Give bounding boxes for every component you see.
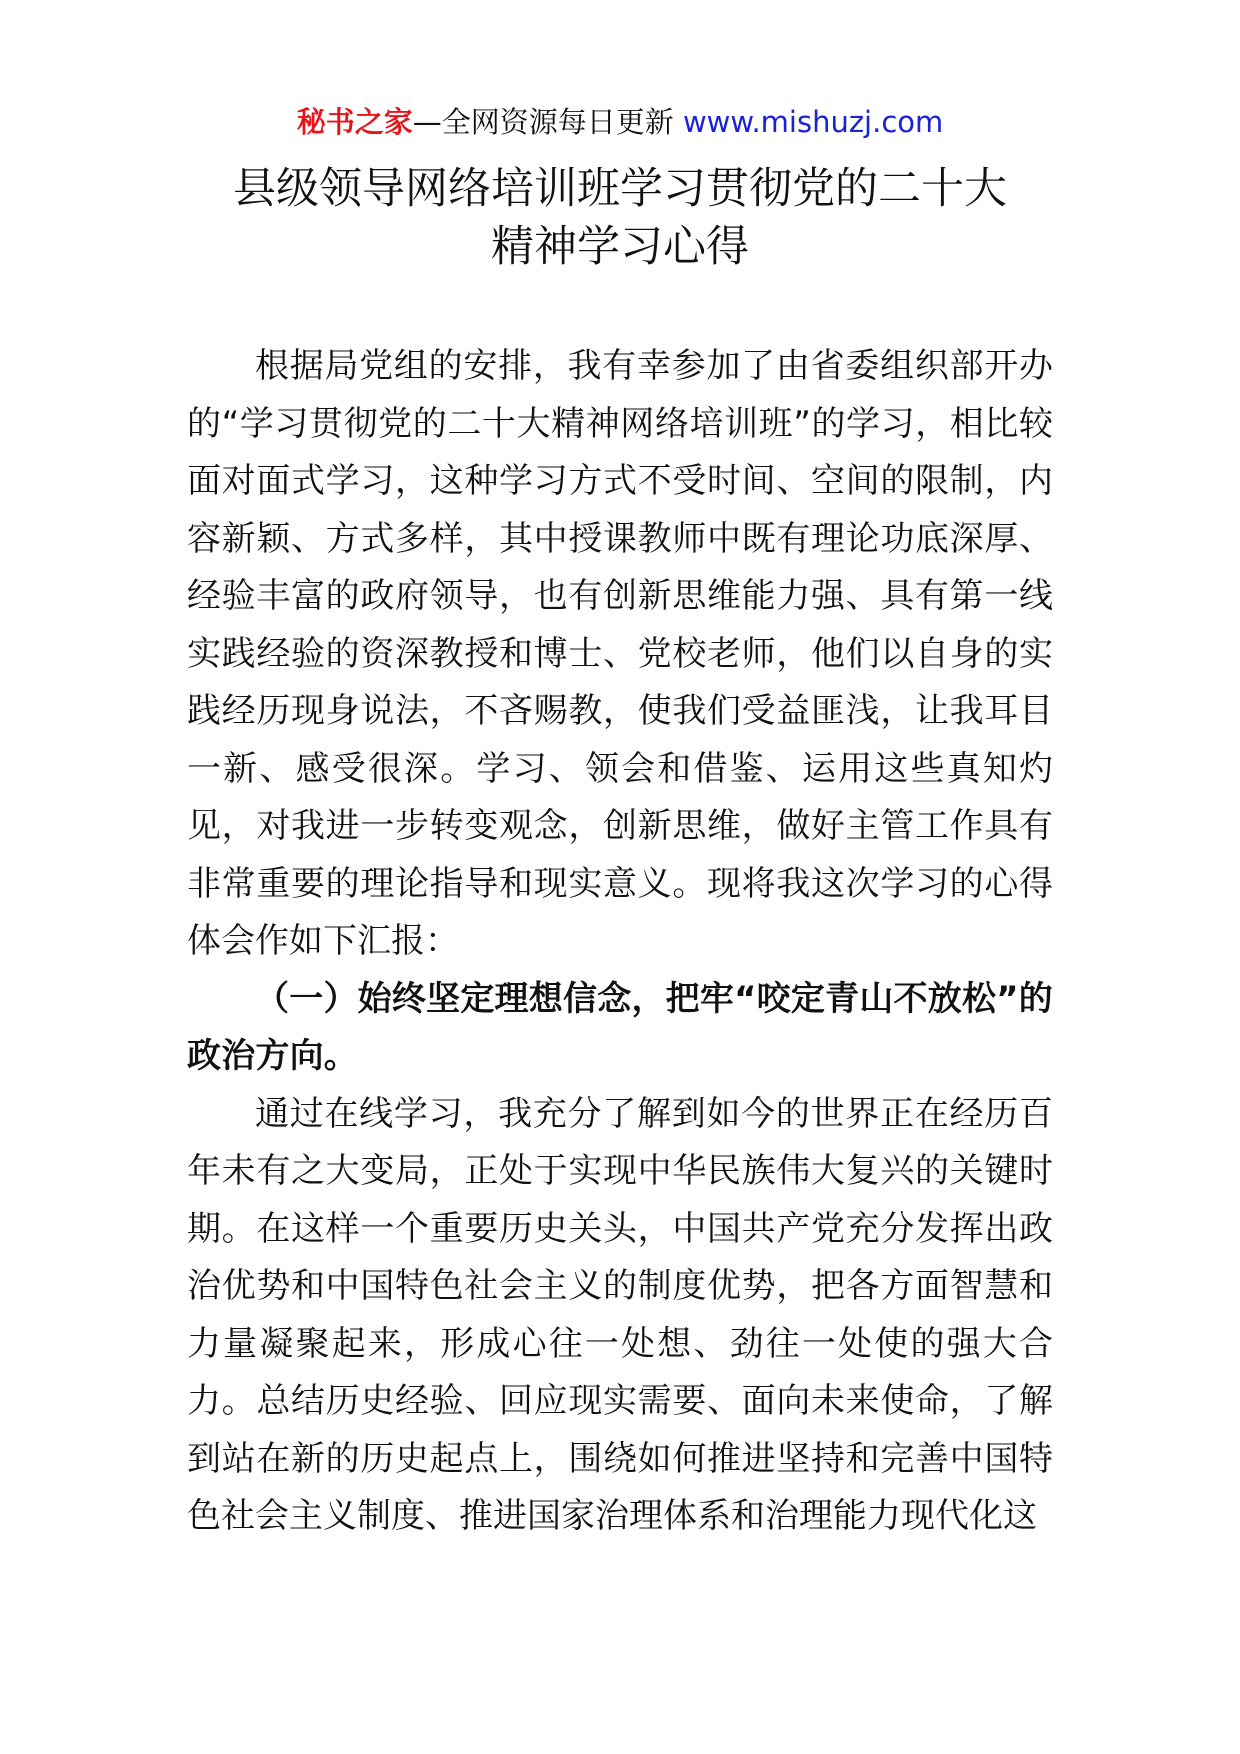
header-tagline: —全网资源每日更新 bbox=[412, 105, 683, 139]
title-line-2: 精神学习心得 bbox=[491, 222, 749, 272]
intro-paragraph: 根据局党组的安排，我有幸参加了由省委组织部开办的“学习贯彻党的二十大精神网络培训班”的学习，相比较面对面式学习，这种学习方式不受时间、空间的限制，内容新颖、方式多样，其中授课教师中既有理论功底深厚、经验丰富的政府领导，也有创新思维能力强、具有第一线实践经验的资深教授和博士、党校老师，他们以自身的实践经历现身说法，不吝赐教，使我们受益匪浅，让我耳目一新、感受很深。学习、领会和借鉴、运用这些真知灼见，对我进一步转变观念，创新思维，做好主管工作具有非常重要的理论指导和现实意义。现将我这次学习的心得体会作如下汇报： bbox=[187, 346, 1053, 961]
section-1-paragraph: 通过在线学习，我充分了解到如今的世界正在经历百年未有之大变局，正处于实现中华民族伟大复兴的关键时期。在这样一个重要历史关头，中国共产党充分发挥出政治优势和中国特色社会主义的制度优势，把各方面智慧和力量凝聚起来，形成心往一处想、劲往一处使的强大合力。总结历史经验、回应现实需要、面向未来使命，了解到站在新的历史起点上，围绕如何推进坚持和完善中国特色社会主义制度、推进国家治理体系和治理能力现代化这 bbox=[187, 1093, 1053, 1536]
section-heading-1: （一）始终坚定理想信念，把牢“咬定青山不放松”的政治方向。 bbox=[187, 978, 1053, 1076]
site-header bbox=[0, 102, 1240, 142]
title-line-1: 县级领导网络培训班学习贯彻党的二十大 bbox=[233, 164, 1007, 214]
document-body bbox=[187, 338, 1053, 1546]
site-url-link[interactable]: www.mishuzj.com bbox=[682, 105, 944, 139]
brand-name: 秘书之家 bbox=[296, 105, 413, 139]
document-title bbox=[0, 160, 1240, 276]
